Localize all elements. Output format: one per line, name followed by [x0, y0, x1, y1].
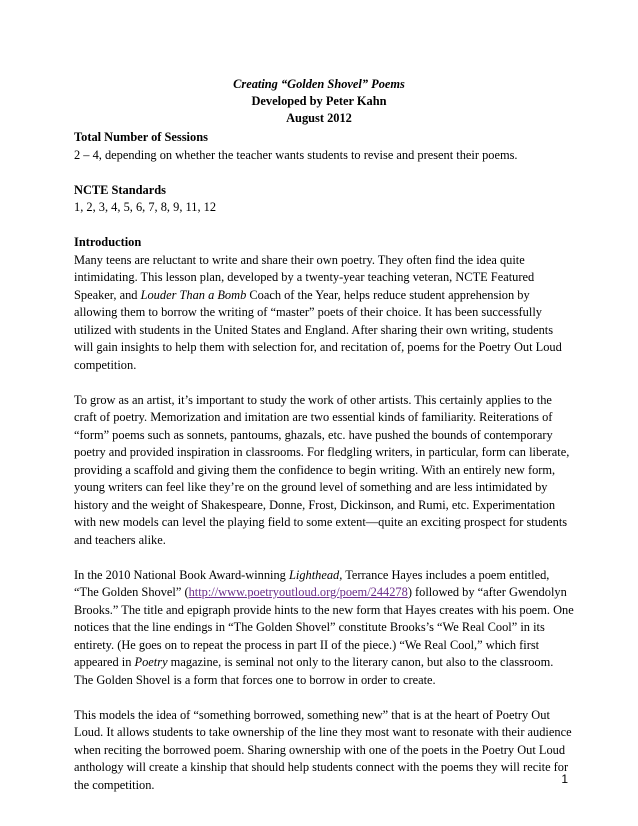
- author-line: Developed by Peter Kahn: [251, 94, 387, 108]
- date-line: August 2012: [286, 111, 352, 125]
- artist-paragraph: To grow as an artist, it’s important to study the work of other artists. This certainly applies to the craft of poetry. Memorization and imitation are two essential kinds of familiarity. Reiterations of “form” poems such as sonnets, pantoums, ghazals, etc. have pushed the bounds of contemporary poetry and provided inspiration in classrooms. For fledgling writers, in particular, form can liberate, providing a scaffold and giving them the confidence to begin writing. With an entirely new form, young writers can feel like they’re on the ground level of something and are less intimidated by history and the weight of Shakespeare, Donne, Frost, Dickinson, and Rumi, etc. Experimentation with new models can level the playing field to some extent—quite an exciting prospect for students and teachers alike.: [74, 392, 570, 547]
- sessions-heading: Total Number of Sessions: [74, 130, 208, 144]
- intro-text-b: Coach of the Year, helps reduce student apprehension by allowing them to borrow the writing of “master” poets of their choice. It has been successfully utilized with students in the United States and England. After sharing their own writing, students will gain insights to help them with selection for, and recitation of, poems for the Poetry Out Loud competition.: [74, 287, 562, 372]
- borrowed-section: [74, 707, 574, 795]
- standards-heading: NCTE Standards: [74, 182, 166, 197]
- gs-text-a: In the 2010 National Book Award-winning: [74, 567, 289, 582]
- standards-section: [74, 182, 574, 217]
- title-block: [0, 76, 638, 127]
- gs-text-c: ) followed by “after Gwendolyn Brooks.” The title and epigraph provide hints to the new form that Hayes creates with his poem. One notices that the line endings in “The Golden Shovel” constitute Brooks’s “We Real Cool” in its entirety. (He goes on to repeat the process in part II of the piece.) “We Real Cool,” which first appeared in: [74, 585, 574, 669]
- introduction-heading: Introduction: [74, 235, 142, 249]
- sessions-text: 2 – 4, depending on whether the teacher wants students to revise and present their poems.: [74, 147, 518, 162]
- gs-text-d: magazine, is seminal not only to the literary canon, but also to the classroom. The Golden Shovel is a form that forces one to borrow in order to create.: [74, 655, 554, 687]
- standards-text: 1, 2, 3, 4, 5, 6, 7, 8, 9, 11, 12: [74, 200, 217, 214]
- gs-text-b: , Terrance Hayes includes a poem entitled, “The Golden Shovel” (: [74, 567, 550, 599]
- introduction-paragraph: [74, 252, 574, 375]
- sessions-section: [74, 129, 574, 164]
- golden-shovel-section: [74, 567, 574, 690]
- magazine-title: Poetry: [134, 655, 168, 669]
- golden-shovel-paragraph: [74, 567, 574, 690]
- intro-emphasis: Louder Than a Bomb: [140, 287, 247, 302]
- page-number: 1: [561, 772, 568, 786]
- book-title: Lighthead: [288, 567, 340, 582]
- document-title: Creating “Golden Shovel” Poems: [233, 77, 405, 91]
- intro-text-a: Many teens are reluctant to write and share their own poetry. They often find the idea quite intimidating. This lesson plan, developed by a twenty-year teaching veteran, NCTE Featured Speaker, and: [74, 252, 535, 302]
- document-body: [74, 129, 574, 794]
- artist-paragraph-section: [74, 392, 574, 550]
- borrowed-paragraph: This models the idea of “something borrowed, something new” that is at the heart of Poetry Out Loud. It allows students to take ownership of the line they most want to resonate with their audience when reciting the borrowed poem. Sharing ownership with one of the poets in the Poetry Out Loud anthology will create a kinship that should help students connect with the poems they will recite for the competition.: [74, 707, 572, 792]
- introduction-section: [74, 234, 574, 374]
- poem-link[interactable]: http://www.poetryoutloud.org/poem/244278: [188, 585, 408, 599]
